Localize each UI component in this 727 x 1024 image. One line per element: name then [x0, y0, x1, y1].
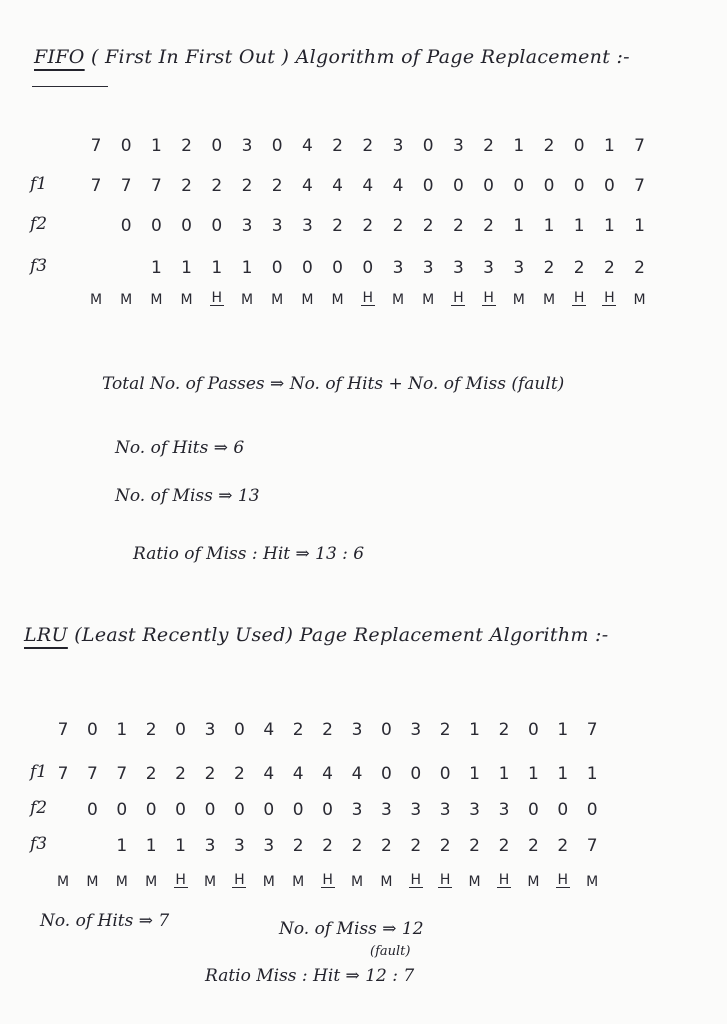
fifo-f2-cell: 0 — [150, 216, 162, 236]
fifo-f1-cell: 0 — [513, 176, 525, 196]
lru-f3-cell: 2 — [322, 836, 333, 856]
fifo-reference-cell: 4 — [301, 136, 313, 156]
lru-status-miss: M — [292, 874, 305, 890]
fifo-status-hit: H — [362, 290, 374, 306]
lru-f3-cell: 3 — [263, 836, 275, 856]
fifo-f1-cell: 0 — [543, 176, 555, 196]
fifo-total-line: Total No. of Passes ⇒ No. of Hits + No. of Miss (fault) — [102, 374, 565, 394]
lru-reference-cell: 1 — [469, 720, 480, 740]
lru-f3-cell: 2 — [557, 836, 569, 856]
fifo-f3-cell: 3 — [452, 258, 464, 278]
fifo-f1-cell: 7 — [90, 176, 102, 196]
fifo-reference-cell: 7 — [634, 136, 645, 156]
fifo-ratio-line: Ratio of Miss : Hit ⇒ 13 : 6 — [133, 544, 365, 564]
fifo-f2-cell: 3 — [301, 216, 313, 236]
fifo-title-abbr: FIFO — [34, 46, 85, 68]
fifo-f1-cell: 2 — [181, 176, 192, 196]
fifo-f3-cell: 0 — [332, 258, 343, 278]
lru-f1-cell: 2 — [233, 764, 245, 784]
fifo-f2-cell: 1 — [573, 216, 585, 236]
lru-f1-cell: 0 — [410, 764, 422, 784]
lru-reference-cell: 1 — [116, 720, 128, 740]
lru-f1-cell: 4 — [292, 764, 304, 784]
lru-f2-cell: 3 — [410, 800, 422, 820]
lru-status-hit: H — [557, 872, 569, 888]
fifo-status-hit: H — [211, 290, 223, 306]
fifo-status-miss: M — [271, 292, 284, 308]
lru-reference-cell: 0 — [175, 720, 186, 740]
lru-reference-cell: 0 — [380, 720, 392, 740]
fifo-title — [34, 46, 630, 68]
lru-status-miss: M — [586, 874, 599, 890]
fifo-f1-cell: 4 — [301, 176, 313, 196]
lru-f3-cell: 2 — [292, 836, 304, 856]
lru-f2-cell: 0 — [292, 800, 304, 820]
fifo-f1-cell: 7 — [150, 176, 162, 196]
fifo-status-miss: M — [542, 292, 556, 308]
lru-status-hit: H — [322, 872, 333, 888]
lru-f1-cell: 1 — [498, 764, 510, 784]
lru-reference-cell: 1 — [557, 720, 569, 740]
fifo-status-hit: H — [604, 290, 615, 306]
fifo-reference-cell: 0 — [271, 136, 283, 156]
lru-reference-cell: 3 — [410, 720, 422, 740]
lru-status-miss: M — [262, 874, 275, 890]
lru-reference-cell: 2 — [498, 720, 510, 740]
fifo-f1-cell: 4 — [332, 176, 343, 196]
fifo-f3-cell: 3 — [422, 258, 434, 278]
lru-f2-cell: 0 — [86, 800, 98, 820]
fifo-reference-cell: 1 — [513, 136, 525, 156]
lru-f1-cell: 1 — [469, 764, 480, 784]
lru-f3-cell: 2 — [527, 836, 539, 856]
fifo-reference-cell: 3 — [392, 136, 404, 156]
fifo-f1-cell: 0 — [452, 176, 464, 196]
fifo-f3-cell: 0 — [301, 258, 313, 278]
lru-f1-cell: 7 — [57, 764, 69, 784]
lru-f3-cell: 7 — [586, 836, 598, 856]
fifo-status-miss: M — [422, 292, 435, 308]
fifo-reference-cell: 0 — [573, 136, 585, 156]
fifo-frame-label: f3 — [30, 256, 48, 276]
fifo-f1-cell: 0 — [483, 176, 494, 196]
lru-f2-cell: 3 — [498, 800, 510, 820]
lru-f2-cell: 0 — [204, 800, 216, 820]
lru-title-rest: (Least Recently Used) Page Replacement Algorithm :- — [74, 624, 609, 646]
lru-f1-cell: 4 — [263, 764, 275, 784]
lru-f3-cell: 2 — [439, 836, 451, 856]
fifo-reference-cell: 3 — [452, 136, 464, 156]
fifo-f2-cell: 2 — [422, 216, 434, 236]
lru-f2-cell: 0 — [145, 800, 157, 820]
fifo-reference-cell: 0 — [120, 136, 132, 156]
lru-f3-cell: 2 — [498, 836, 510, 856]
fifo-reference-cell: 1 — [603, 136, 615, 156]
fifo-f2-cell: 2 — [392, 216, 404, 236]
fifo-f3-cell: 2 — [634, 258, 645, 278]
fifo-f2-cell: 2 — [483, 216, 494, 236]
lru-f1-cell: 4 — [351, 764, 363, 784]
lru-reference-cell: 0 — [527, 720, 539, 740]
lru-reference-cell: 0 — [86, 720, 98, 740]
lru-status-miss: M — [527, 874, 540, 890]
lru-status-hit: H — [498, 872, 510, 888]
lru-reference-cell: 2 — [322, 720, 333, 740]
fifo-reference-cell: 3 — [241, 136, 253, 156]
fifo-f2-cell: 0 — [120, 216, 132, 236]
fifo-f3-cell: 0 — [362, 258, 374, 278]
lru-reference-cell: 0 — [233, 720, 245, 740]
lru-status-miss: M — [56, 874, 70, 890]
fifo-reference-cell: 2 — [362, 136, 374, 156]
fifo-status-miss: M — [391, 292, 405, 308]
lru-f3-cell: 1 — [116, 836, 128, 856]
lru-title — [24, 624, 608, 646]
lru-status-hit: H — [439, 872, 451, 888]
lru-reference-cell: 7 — [57, 720, 69, 740]
fifo-status-hit: H — [573, 290, 585, 306]
lru-f2-cell: 3 — [439, 800, 451, 820]
fifo-f3-cell: 3 — [392, 258, 404, 278]
fifo-status-miss: M — [331, 292, 344, 308]
lru-hits-line: No. of Hits ⇒ 7 — [40, 911, 170, 931]
fifo-f2-cell: 1 — [634, 216, 645, 236]
lru-status-miss: M — [380, 874, 393, 890]
lru-reference-cell: 4 — [263, 720, 275, 740]
fifo-status-miss: M — [301, 292, 314, 308]
fifo-f1-cell: 0 — [603, 176, 615, 196]
fifo-f1-cell: 0 — [573, 176, 585, 196]
lru-f1-cell: 0 — [439, 764, 451, 784]
fifo-f3-cell: 2 — [603, 258, 615, 278]
lru-miss-note: (fault) — [370, 944, 411, 959]
lru-status-miss: M — [145, 874, 158, 890]
fifo-reference-cell: 1 — [150, 136, 162, 156]
fifo-f3-cell: 2 — [543, 258, 555, 278]
fifo-f1-cell: 7 — [634, 176, 645, 196]
fifo-f2-cell: 3 — [241, 216, 253, 236]
fifo-status-hit: H — [483, 290, 494, 306]
fifo-status-miss: M — [512, 292, 525, 308]
fifo-reference-cell: 0 — [422, 136, 434, 156]
fifo-f3-cell: 1 — [241, 258, 253, 278]
lru-reference-cell: 2 — [439, 720, 451, 740]
lru-title-abbr: LRU — [24, 624, 68, 646]
fifo-title-underline — [32, 86, 108, 87]
fifo-frame-label: f2 — [30, 214, 48, 234]
lru-f2-cell: 0 — [322, 800, 333, 820]
fifo-reference-cell: 2 — [181, 136, 192, 156]
fifo-hits-line: No. of Hits ⇒ 6 — [115, 438, 245, 458]
lru-status-miss: M — [468, 874, 481, 890]
fifo-frame-label: f1 — [30, 174, 48, 194]
lru-status-hit: H — [234, 872, 245, 888]
lru-frame-label: f3 — [30, 834, 48, 854]
lru-f2-cell: 3 — [351, 800, 363, 820]
fifo-f1-cell: 2 — [211, 176, 223, 196]
lru-f2-cell: 0 — [116, 800, 128, 820]
fifo-reference-cell: 7 — [90, 136, 102, 156]
lru-status-hit: H — [410, 872, 422, 888]
fifo-status-miss: M — [89, 292, 103, 308]
fifo-f3-cell: 2 — [573, 258, 585, 278]
lru-f3-cell: 2 — [380, 836, 392, 856]
lru-f3-cell: 3 — [233, 836, 245, 856]
lru-status-miss: M — [86, 874, 99, 890]
lru-f1-cell: 7 — [116, 764, 128, 784]
lru-frame-label: f2 — [30, 798, 48, 818]
fifo-status-miss: M — [240, 292, 254, 308]
lru-f3-cell: 2 — [469, 836, 480, 856]
lru-f2-cell: 0 — [263, 800, 275, 820]
lru-status-miss: M — [115, 874, 128, 890]
lru-reference-cell: 3 — [351, 720, 363, 740]
lru-reference-cell: 2 — [292, 720, 304, 740]
fifo-f2-cell: 2 — [452, 216, 464, 236]
fifo-f1-cell: 7 — [120, 176, 132, 196]
fifo-f1-cell: 4 — [362, 176, 374, 196]
fifo-f3-cell: 3 — [513, 258, 525, 278]
fifo-f1-cell: 2 — [271, 176, 283, 196]
lru-f1-cell: 7 — [86, 764, 98, 784]
lru-f1-cell: 2 — [145, 764, 157, 784]
lru-miss-line: No. of Miss ⇒ 12 — [279, 919, 424, 939]
fifo-f2-cell: 1 — [603, 216, 615, 236]
fifo-f3-cell: 0 — [271, 258, 283, 278]
fifo-status-miss: M — [150, 292, 163, 308]
lru-f1-cell: 1 — [527, 764, 539, 784]
lru-f2-cell: 0 — [233, 800, 245, 820]
fifo-f3-cell: 1 — [150, 258, 162, 278]
lru-ratio-line: Ratio Miss : Hit ⇒ 12 : 7 — [205, 966, 415, 986]
fifo-f1-cell: 4 — [392, 176, 404, 196]
fifo-status-miss: M — [180, 292, 193, 308]
lru-frame-label: f1 — [30, 762, 48, 782]
fifo-f2-cell: 1 — [513, 216, 525, 236]
lru-reference-cell: 7 — [586, 720, 598, 740]
lru-f2-cell: 0 — [175, 800, 186, 820]
lru-f2-cell: 0 — [586, 800, 598, 820]
fifo-f2-cell: 3 — [271, 216, 283, 236]
lru-status-miss: M — [350, 874, 364, 890]
lru-f1-cell: 1 — [557, 764, 569, 784]
fifo-f3-cell: 3 — [483, 258, 494, 278]
fifo-reference-cell: 2 — [332, 136, 343, 156]
fifo-f1-cell: 0 — [422, 176, 434, 196]
lru-f3-cell: 1 — [175, 836, 186, 856]
fifo-title-rest: ( First In First Out ) Algorithm of Page Replacement :- — [91, 46, 630, 68]
lru-reference-cell: 3 — [204, 720, 216, 740]
lru-status-hit: H — [175, 872, 186, 888]
lru-status-miss: M — [203, 874, 217, 890]
fifo-f2-cell: 1 — [543, 216, 555, 236]
fifo-status-hit: H — [453, 290, 464, 306]
fifo-f2-cell: 2 — [332, 216, 343, 236]
fifo-f3-cell: 1 — [211, 258, 223, 278]
lru-f1-cell: 4 — [322, 764, 333, 784]
fifo-miss-line: No. of Miss ⇒ 13 — [115, 486, 260, 506]
fifo-reference-cell: 0 — [211, 136, 223, 156]
lru-reference-cell: 2 — [145, 720, 157, 740]
lru-f2-cell: 3 — [469, 800, 480, 820]
lru-f1-cell: 0 — [380, 764, 392, 784]
fifo-reference-cell: 2 — [483, 136, 494, 156]
lru-f2-cell: 0 — [557, 800, 569, 820]
lru-f3-cell: 2 — [410, 836, 422, 856]
lru-f2-cell: 0 — [527, 800, 539, 820]
lru-f2-cell: 3 — [380, 800, 392, 820]
fifo-f3-cell: 1 — [181, 258, 192, 278]
fifo-f2-cell: 0 — [211, 216, 223, 236]
fifo-f2-cell: 2 — [362, 216, 374, 236]
fifo-status-miss: M — [633, 292, 646, 308]
fifo-f2-cell: 0 — [181, 216, 192, 236]
lru-f3-cell: 1 — [145, 836, 157, 856]
lru-f3-cell: 2 — [351, 836, 363, 856]
lru-f1-cell: 1 — [586, 764, 598, 784]
fifo-status-miss: M — [120, 292, 133, 308]
lru-f1-cell: 2 — [175, 764, 186, 784]
lru-f1-cell: 2 — [204, 764, 216, 784]
lru-f3-cell: 3 — [204, 836, 216, 856]
fifo-f1-cell: 2 — [241, 176, 253, 196]
fifo-reference-cell: 2 — [543, 136, 555, 156]
